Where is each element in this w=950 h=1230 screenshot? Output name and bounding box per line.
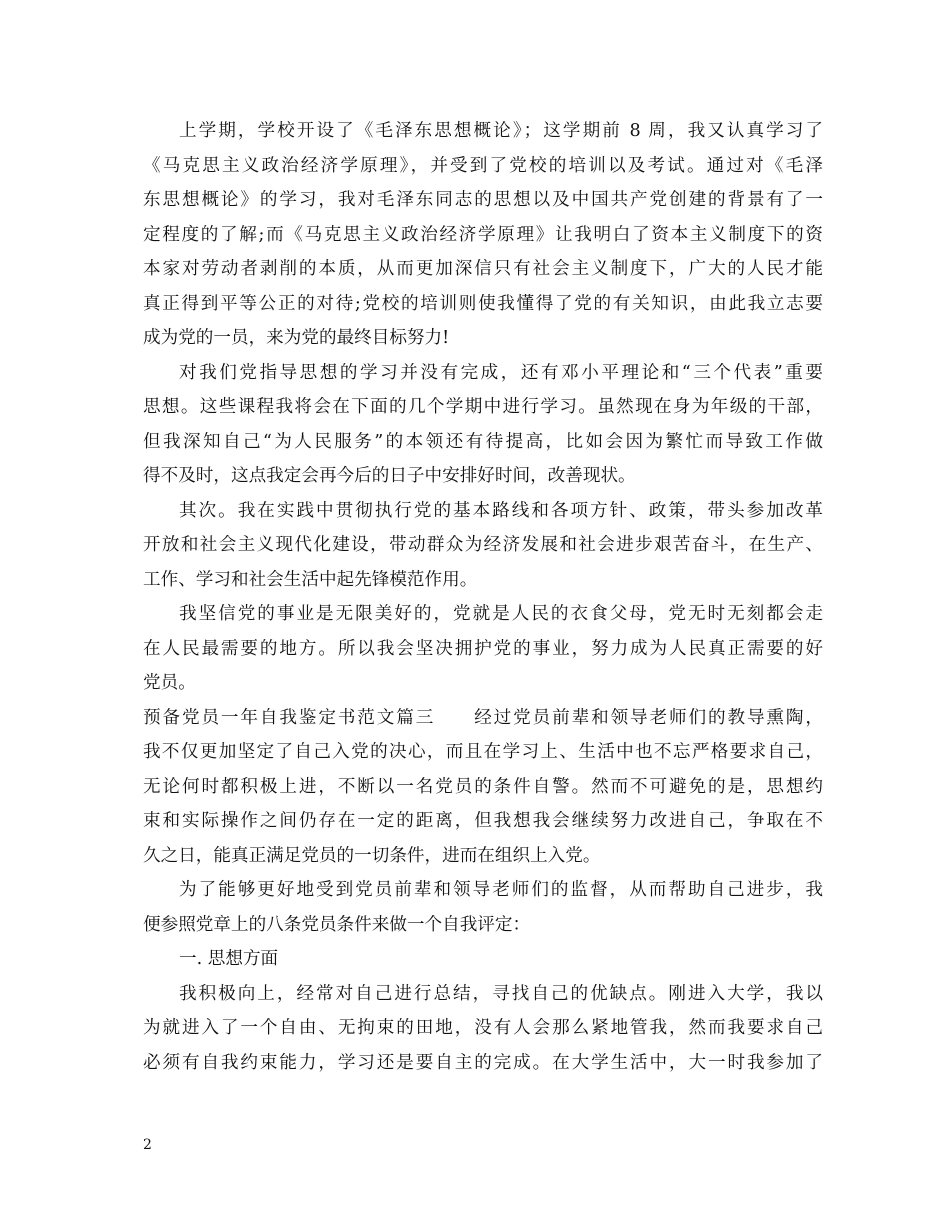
- text-line-content: 本家对劳动者剥削的本质，从而更加深信只有社会主义制度下，广大的人民才能: [143, 259, 823, 279]
- text-line: [143, 804, 823, 839]
- text-line: [143, 356, 823, 391]
- text-line: [143, 597, 823, 632]
- text-line: [143, 977, 823, 1012]
- text-line-content: 为就进入了一个自由、无拘束的田地，没有人会那么紧地管我，然而我要求自己: [143, 1018, 823, 1038]
- text-line: [143, 149, 823, 184]
- text-line: [143, 459, 823, 494]
- text-line: [143, 183, 823, 218]
- text-line: [143, 839, 823, 874]
- text-line-content: 为了能够更好地受到党员前辈和领导老师们的监督，从而帮助自己进步，我: [179, 880, 823, 900]
- text-line-content: 真正得到平等公正的对待;党校的培训则使我懂得了党的有关知识，由此我立志要: [143, 293, 823, 314]
- text-line-content: 东思想概论》的学习，我对毛泽东同志的思想以及中国共产党创建的背景有了一: [143, 190, 823, 210]
- text-line-content: 得不及时，这点我定会再今后的日子中安排好时间，改善现状。: [143, 466, 636, 486]
- text-line-content: 无论何时都积极上进，不断以一名党员的条件自警。然而不可避免的是，思想约: [143, 776, 823, 797]
- text-line-content: 其次。我在实践中贯彻执行党的基本路线和各项方针、政策，带头参加改革: [179, 500, 823, 521]
- text-line-content: 党员。: [143, 673, 196, 693]
- text-line: [143, 666, 823, 701]
- text-line: [143, 218, 823, 253]
- text-line: [143, 1011, 823, 1046]
- text-line-content: 定程度的了解;而《马克思主义政治经济学原理》让我明白了资本主义制度下的资: [143, 224, 823, 245]
- document-body: [143, 114, 823, 1080]
- text-line: [143, 494, 823, 529]
- text-line: [143, 735, 823, 770]
- text-line-content: 久之日，能真正满足党员的一切条件，进而在组织上入党。: [143, 845, 601, 866]
- text-line: [143, 390, 823, 425]
- text-line-content: 《马克思主义政治经济学原理》，并受到了党校的培训以及考试。通过对《毛泽: [143, 155, 823, 176]
- text-line: [143, 632, 823, 667]
- text-line: [143, 425, 823, 460]
- text-line: [143, 908, 823, 943]
- text-line: [143, 701, 823, 736]
- text-line: [143, 114, 823, 149]
- text-line: [143, 563, 823, 598]
- text-line-content: 一. 思想方面: [179, 949, 279, 969]
- text-line-content: 在人民最需要的地方。所以我会坚决拥护党的事业，努力成为人民真正需要的好: [143, 638, 823, 659]
- text-line-content: 上学期，学校开设了《毛泽东思想概论》；这学期前 8 周，我又认真学习了: [179, 121, 823, 141]
- text-line-content: 工作、学习和社会生活中起先锋模范作用。: [143, 569, 478, 590]
- text-line-content: 便参照党章上的八条党员条件来做一个自我评定：: [143, 914, 531, 935]
- text-line-content: 必须有自我约束能力，学习还是要自主的完成。在大学生活中，大一时我参加了: [143, 1052, 823, 1073]
- text-line: [143, 770, 823, 805]
- page-number: 2: [143, 1137, 152, 1153]
- text-line-content: 我坚信党的事业是无限美好的，党就是人民的衣食父母，党无时无刻都会走: [179, 604, 823, 624]
- text-line-content: 束和实际操作之间仍存在一定的距离，但我想我会继续努力改进自己，争取在不: [143, 811, 823, 831]
- text-line-content: 预备党员一年自我鉴定书范文篇三 经过党员前辈和领导老师们的教导熏陶，: [143, 707, 823, 728]
- text-line-content: 我积极向上，经常对自己进行总结，寻找自己的优缺点。刚进入大学，我以: [179, 983, 823, 1004]
- text-line: [143, 321, 823, 356]
- text-line: [143, 252, 823, 287]
- text-line-content: 对我们党指导思想的学习并没有完成，还有邓小平理论和“三个代表”重要: [179, 362, 823, 383]
- text-line-content: 成为党的一员，来为党的最终目标努力!: [143, 328, 450, 348]
- text-line-content: 但我深知自己“为人民服务”的本领还有待提高，比如会因为繁忙而导致工作做: [143, 431, 823, 452]
- text-line: [143, 287, 823, 322]
- text-line-content: 思想。这些课程我将会在下面的几个学期中进行学习。虽然现在身为年级的干部，: [143, 397, 823, 417]
- text-line-content: 开放和社会主义现代化建设，带动群众为经济发展和社会进步艰苦奋斗，在生产、: [143, 535, 823, 555]
- text-line: [143, 528, 823, 563]
- text-line-content: 我不仅更加坚定了自己入党的决心，而且在学习上、生活中也不忘严格要求自己，: [143, 742, 823, 762]
- text-line: [143, 1046, 823, 1081]
- text-line: [143, 873, 823, 908]
- text-line: [143, 942, 823, 977]
